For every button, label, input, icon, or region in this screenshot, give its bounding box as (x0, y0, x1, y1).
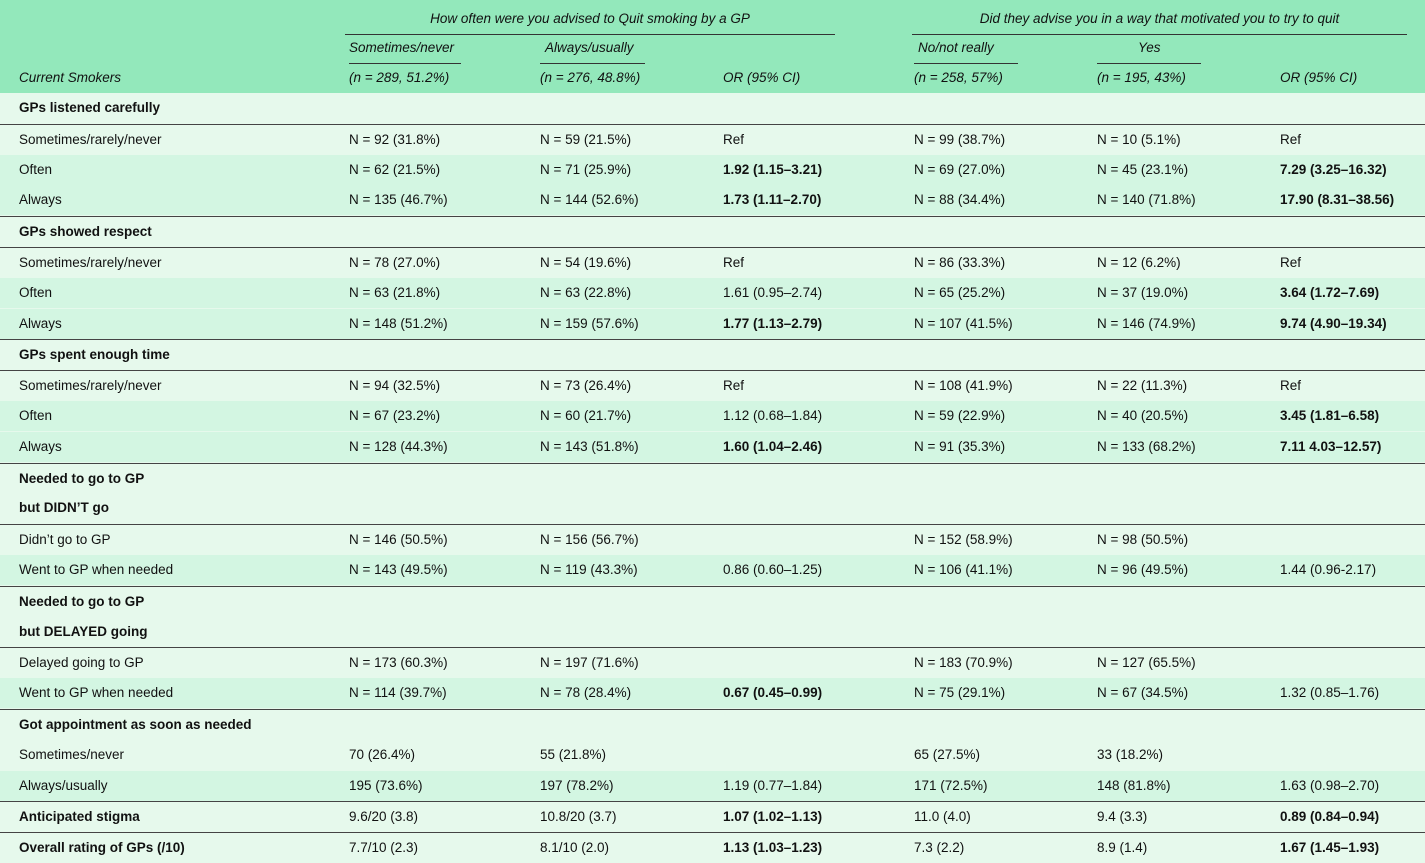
table-cell: 3.45 (1.81–6.58) (1280, 408, 1380, 423)
table-row (0, 647, 1425, 678)
table-cell: 1.44 (0.96-2.17) (1280, 562, 1377, 577)
row-label: Needed to go to GP (19, 593, 145, 609)
table-cell: 1.63 (0.98–2.70) (1280, 777, 1380, 793)
col-rule-always-usually (540, 63, 645, 64)
col-rule-yes (1097, 63, 1201, 64)
section-row (0, 617, 1425, 647)
row-label: Always (19, 438, 62, 454)
table-cell: N = 146 (50.5%) (349, 532, 448, 548)
table-cell: N = 63 (21.8%) (349, 284, 441, 300)
row-label: Didn’t go to GP (19, 532, 111, 548)
table-row (0, 370, 1425, 401)
col-label-yes: Yes (1138, 40, 1161, 55)
table-cell: N = 73 (26.4%) (540, 378, 632, 394)
table-cell: 9.6/20 (3.8) (349, 809, 419, 825)
row-label: Went to GP when needed (19, 685, 174, 701)
table-row (0, 309, 1425, 339)
group1-title: How often were you advised to Quit smoking by a GP (430, 11, 750, 26)
col-or-ci-1: OR (95% CI) (723, 70, 801, 85)
table-cell: 0.67 (0.45–0.99) (723, 685, 823, 701)
table-cell: N = 78 (27.0%) (349, 255, 441, 270)
table-cell: 1.19 (0.77–1.84) (723, 777, 823, 793)
group2-rule (912, 34, 1407, 35)
row-label: GPs showed respect (19, 224, 152, 240)
table-row (0, 432, 1425, 462)
section-row (0, 463, 1425, 494)
table-cell: N = 173 (60.3%) (349, 655, 448, 671)
row-label: Delayed going to GP (19, 655, 144, 671)
table-cell: N = 59 (22.9%) (914, 408, 1006, 423)
table-cell: 1.07 (1.02–1.13) (723, 809, 823, 825)
row-label: Sometimes/never (19, 746, 125, 762)
table-row (0, 155, 1425, 185)
table-row (0, 401, 1425, 431)
table-cell: Ref (723, 131, 745, 147)
table-cell: 197 (78.2%) (540, 777, 614, 793)
table-cell: 9.4 (3.3) (1097, 809, 1148, 825)
col-n-yes: (n = 195, 43%) (1097, 70, 1186, 85)
table-cell: 7.29 (3.25–16.32) (1280, 161, 1387, 177)
row-label: Sometimes/rarely/never (19, 131, 162, 147)
table-cell: 171 (72.5%) (914, 777, 988, 793)
table-cell: N = 94 (32.5%) (349, 378, 441, 394)
table-cell: N = 67 (34.5%) (1097, 685, 1189, 701)
table-cell: 8.1/10 (2.0) (540, 840, 610, 856)
table-cell: 9.74 (4.90–19.34) (1280, 315, 1387, 331)
row-label: Sometimes/rarely/never (19, 255, 162, 270)
section-row (0, 586, 1425, 617)
table-row (0, 801, 1425, 832)
table-cell: Ref (723, 378, 745, 394)
table-cell: 70 (26.4%) (349, 746, 416, 762)
table-cell: N = 75 (29.1%) (914, 685, 1006, 701)
col-n-no-not-really: (n = 258, 57%) (914, 70, 1003, 85)
col-label-sometimes-never: Sometimes/never (349, 40, 455, 55)
table-cell: N = 65 (25.2%) (914, 284, 1006, 300)
group1-rule (345, 34, 835, 35)
table-cell: N = 106 (41.1%) (914, 562, 1013, 577)
table-cell: N = 114 (39.7%) (349, 685, 447, 701)
section-row (0, 709, 1425, 740)
row-header-label: Current Smokers (19, 70, 122, 85)
table-row (0, 247, 1425, 278)
table-row (0, 524, 1425, 555)
table-cell: 0.89 (0.84–0.94) (1280, 809, 1380, 825)
row-label: Often (19, 161, 53, 177)
col-rule-sometimes-never (349, 63, 461, 64)
table-cell: N = 62 (21.5%) (349, 161, 441, 177)
table-cell: 1.73 (1.11–2.70) (723, 192, 822, 208)
table-cell: N = 156 (56.7%) (540, 532, 639, 548)
table-cell: N = 63 (22.8%) (540, 284, 632, 300)
table-header (0, 0, 1425, 93)
row-label: Went to GP when needed (19, 562, 174, 577)
table-cell: N = 67 (23.2%) (349, 408, 441, 423)
table-cell: N = 96 (49.5%) (1097, 562, 1189, 577)
row-label: but DIDN’T go (19, 500, 109, 516)
row-label: Always (19, 192, 62, 208)
row-label: Sometimes/rarely/never (19, 378, 162, 394)
table-cell: 0.86 (0.60–1.25) (723, 562, 823, 577)
table-cell: 10.8/20 (3.7) (540, 809, 617, 825)
col-label-no-not-really: No/not really (918, 40, 994, 55)
table-cell: N = 135 (46.7%) (349, 192, 448, 208)
table-cell: N = 60 (21.7%) (540, 408, 632, 423)
table-cell: N = 108 (41.9%) (914, 378, 1013, 394)
col-n-always-usually: (n = 276, 48.8%) (540, 70, 641, 85)
table-row (0, 740, 1425, 770)
section-row (0, 339, 1425, 370)
table-cell: 1.67 (1.45–1.93) (1280, 840, 1380, 856)
table-cell: 148 (81.8%) (1097, 777, 1171, 793)
table-cell: N = 143 (49.5%) (349, 562, 448, 577)
row-label: GPs listened carefully (19, 100, 161, 115)
table-cell: N = 107 (41.5%) (914, 315, 1013, 331)
row-label: Got appointment as soon as needed (19, 717, 252, 732)
col-n-sometimes-never: (n = 289, 51.2%) (349, 70, 450, 85)
table-cell: N = 133 (68.2%) (1097, 438, 1196, 454)
table-cell: N = 37 (19.0%) (1097, 284, 1189, 300)
col-or-ci-2: OR (95% CI) (1280, 70, 1358, 85)
table-cell: 11.0 (4.0) (914, 809, 971, 825)
table-cell: 1.12 (0.68–1.84) (723, 408, 823, 423)
table-cell: N = 86 (33.3%) (914, 255, 1006, 270)
table-cell: N = 197 (71.6%) (540, 655, 639, 671)
table-cell: N = 91 (35.3%) (914, 438, 1006, 454)
table-cell: N = 10 (5.1%) (1097, 131, 1181, 147)
table-row (0, 771, 1425, 801)
row-label: Often (19, 408, 53, 423)
table-cell: Ref (1280, 131, 1302, 147)
table-cell: Ref (1280, 255, 1302, 270)
section-row (0, 93, 1425, 123)
table-cell: N = 99 (38.7%) (914, 131, 1006, 147)
table-row (0, 832, 1425, 863)
table-cell: N = 54 (19.6%) (540, 255, 632, 270)
table-cell: N = 88 (34.4%) (914, 192, 1006, 208)
table-cell: N = 71 (25.9%) (540, 161, 632, 177)
table-cell: 8.9 (1.4) (1097, 840, 1148, 856)
table-row (0, 124, 1425, 155)
row-label: Overall rating of GPs (/10) (19, 840, 185, 856)
col-rule-no-not-really (914, 63, 1018, 64)
table-row (0, 278, 1425, 308)
group2-title: Did they advise you in a way that motivated you to try to quit (979, 11, 1340, 26)
table-cell: N = 59 (21.5%) (540, 131, 632, 147)
table-cell: Ref (723, 255, 745, 270)
table-cell: 7.3 (2.2) (914, 840, 965, 856)
table-cell: 1.13 (1.03–1.23) (723, 840, 823, 856)
table-cell: 55 (21.8%) (540, 746, 607, 762)
table-cell: 1.77 (1.13–2.79) (723, 315, 823, 331)
table-cell: N = 128 (44.3%) (349, 438, 448, 454)
table-cell: 65 (27.5%) (914, 746, 981, 762)
table-cell: N = 92 (31.8%) (349, 131, 441, 147)
table-cell: 1.92 (1.15–3.21) (723, 161, 823, 177)
row-label: Often (19, 284, 53, 300)
table-cell: N = 98 (50.5%) (1097, 532, 1189, 548)
section-row (0, 216, 1425, 247)
table-cell: N = 148 (51.2%) (349, 315, 448, 331)
table-cell: N = 159 (57.6%) (540, 315, 639, 331)
table-cell: N = 40 (20.5%) (1097, 408, 1189, 423)
table-cell: N = 78 (28.4%) (540, 685, 632, 701)
table-cell: N = 119 (43.3%) (540, 562, 638, 577)
table-cell: 1.32 (0.85–1.76) (1280, 685, 1380, 701)
row-label: Always (19, 315, 62, 331)
table-cell: Ref (1280, 378, 1302, 394)
table-cell: N = 69 (27.0%) (914, 161, 1006, 177)
row-label: Anticipated stigma (19, 809, 140, 825)
table-cell: 7.7/10 (2.3) (349, 840, 419, 856)
table-row (0, 678, 1425, 708)
table-cell: N = 152 (58.9%) (914, 532, 1013, 548)
table-cell: 1.61 (0.95–2.74) (723, 284, 823, 300)
table-cell: N = 12 (6.2%) (1097, 255, 1181, 270)
table-cell: N = 127 (65.5%) (1097, 655, 1196, 671)
table-cell: N = 143 (51.8%) (540, 438, 639, 454)
table-cell: 17.90 (8.31–38.56) (1280, 192, 1395, 208)
col-label-always-usually: Always/usually (545, 40, 634, 55)
section-row (0, 493, 1425, 523)
table-cell: 1.60 (1.04–2.46) (723, 438, 823, 454)
row-label: GPs spent enough time (19, 347, 170, 363)
table-row (0, 185, 1425, 215)
table-cell: 33 (18.2%) (1097, 746, 1164, 762)
table-cell: N = 22 (11.3%) (1097, 378, 1188, 394)
table-cell: N = 140 (71.8%) (1097, 192, 1196, 208)
table-cell: N = 45 (23.1%) (1097, 161, 1189, 177)
row-label: Needed to go to GP (19, 470, 145, 486)
table-cell: 7.11 4.03–12.57) (1280, 438, 1382, 454)
row-label: Always/usually (19, 777, 108, 793)
table-cell: N = 183 (70.9%) (914, 655, 1013, 671)
table-cell: 3.64 (1.72–7.69) (1280, 284, 1380, 300)
table-cell: 195 (73.6%) (349, 777, 423, 793)
table-cell: N = 144 (52.6%) (540, 192, 639, 208)
table-cell: N = 146 (74.9%) (1097, 315, 1196, 331)
table-row (0, 555, 1425, 585)
row-label: but DELAYED going (19, 623, 148, 639)
